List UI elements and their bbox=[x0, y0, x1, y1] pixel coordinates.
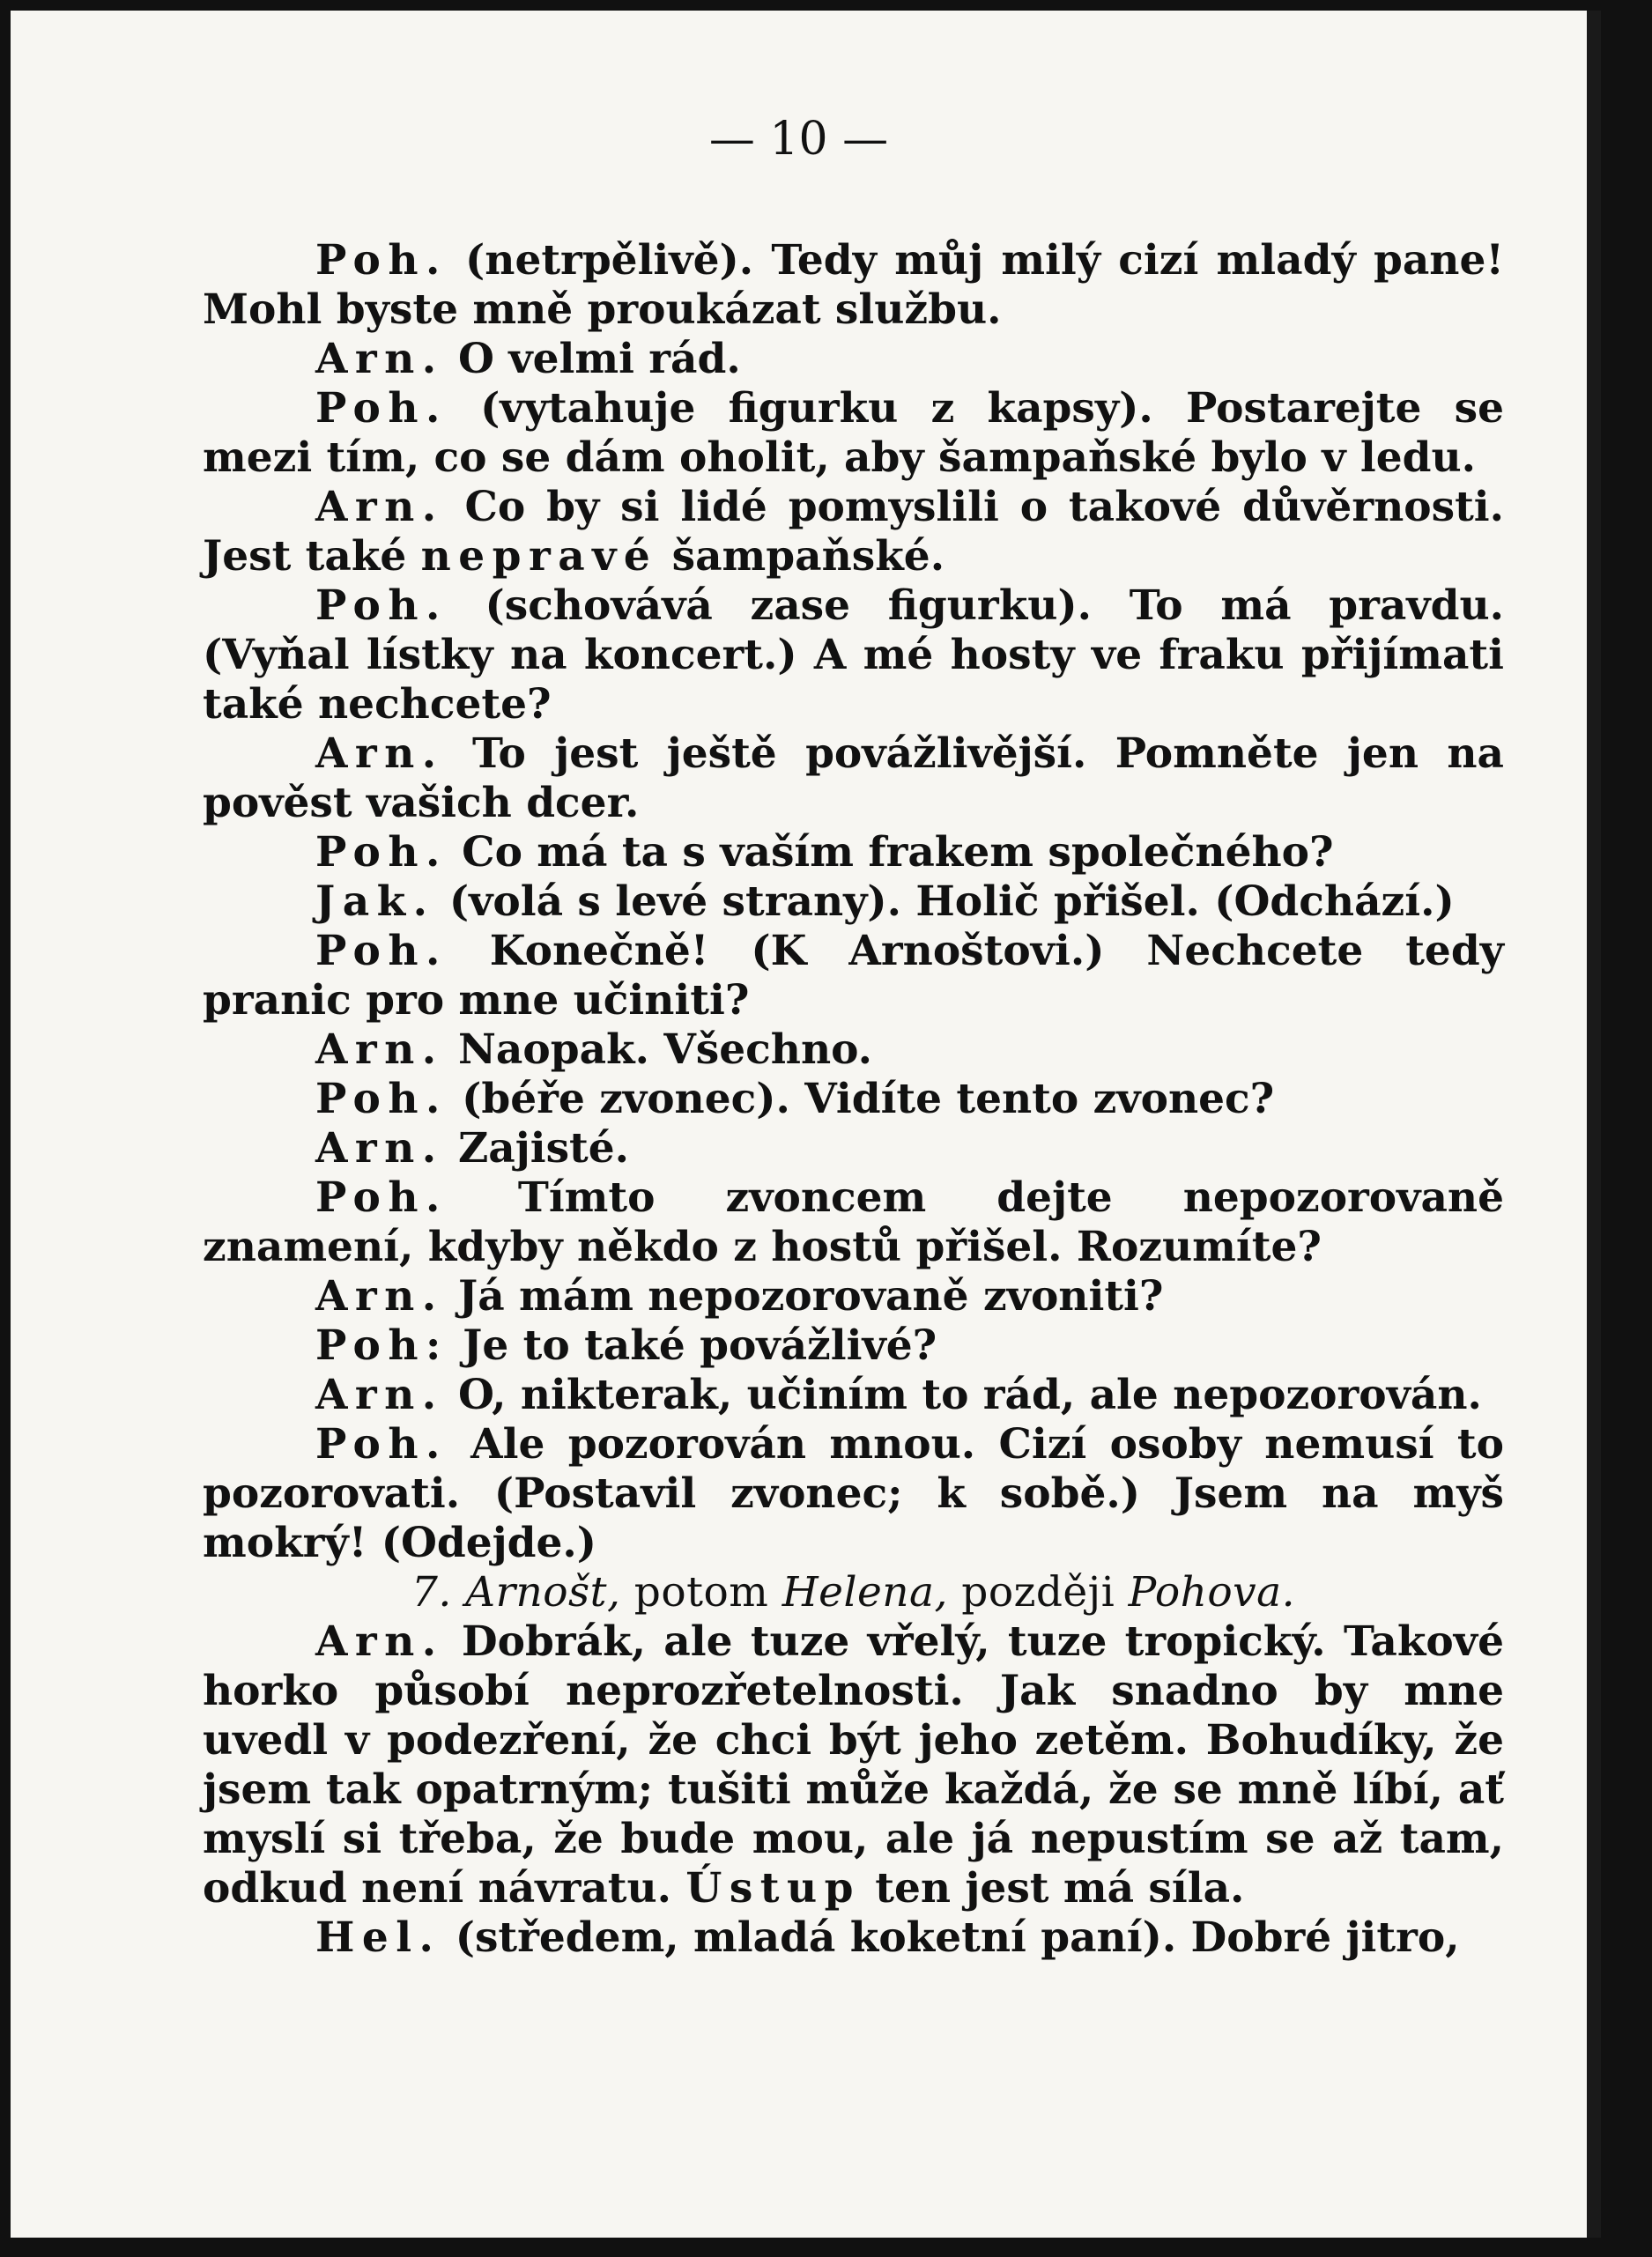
dialogue-line: Poh. Konečně! (K Arnoštovi.) Nechcete tedy pranic pro mne učiniti? bbox=[203, 927, 1504, 1025]
dialogue-line: Arn. Naopak. Všechno. bbox=[315, 1025, 873, 1074]
dialogue-line: Poh. (béře zvonec). Vidíte tento zvonec? bbox=[315, 1075, 1275, 1123]
speaker: Arn. bbox=[315, 1124, 444, 1173]
dialogue-line: Arn. Dobrák, ale tuze vřelý, tuze tropický. Takové horko působí neprozřetelnosti. Jak snadno by mne uvedl v podezření, že chci být jeho zetěm. Bohudíky, že jsem tak opatrným; tušiti může každá, že se mně líbí, ať myslí si třeba, že bude mou, ale já nepustím se až tam, odkud není návratu. Ústup ten jest má síla. bbox=[203, 1617, 1504, 1913]
scene-heading: 7. Arnošt, potom Helena, později Pohova. bbox=[411, 1568, 1296, 1617]
speaker: Poh. bbox=[315, 1075, 448, 1123]
dialogue-line: Arn. Co by si lidé pomyslili o takové důvěrnosti. Jest také nepravé šampaňské. bbox=[203, 483, 1504, 581]
speaker: Poh. bbox=[315, 236, 448, 285]
dialogue-line: Poh. Ale pozorován mnou. Cizí osoby nemusí to pozorovati. (Postavil zvonec; k sobě.) Jsem na myš mokrý! (Odejde.) bbox=[203, 1420, 1504, 1567]
speaker: Arn. bbox=[315, 1272, 444, 1321]
speaker: Poh: bbox=[315, 1321, 448, 1370]
speaker: Poh. bbox=[315, 927, 448, 975]
dialogue-line: Poh: Je to také povážlivé? bbox=[315, 1321, 937, 1370]
dialogue-line: Arn. To jest ještě povážlivější. Pomněte jen na pověst vašich dcer. bbox=[203, 729, 1504, 827]
character-name: Arnošt, bbox=[465, 1568, 621, 1617]
spaced-emphasis: Ústup bbox=[685, 1864, 861, 1913]
dialogue-line: Poh. Tímto zvoncem dejte nepozorovaně znamení, kdyby někdo z hostů přišel. Rozumíte? bbox=[203, 1173, 1504, 1271]
speaker: Poh. bbox=[315, 1173, 448, 1222]
speaker: Arn. bbox=[315, 1371, 444, 1419]
speaker: Arn. bbox=[315, 335, 444, 383]
book-page bbox=[11, 11, 1601, 2238]
speaker: Arn. bbox=[315, 483, 444, 531]
dialogue-line: Arn. O velmi rád. bbox=[315, 335, 741, 383]
dialogue-line: Poh. Co má ta s vaším frakem společného? bbox=[315, 828, 1334, 877]
speaker: Poh. bbox=[315, 581, 448, 630]
page-text bbox=[203, 236, 1504, 1963]
dialogue-line: Poh. (schovává zase figurku). To má pravdu. (Vyňal lístky na koncert.) A mé hosty ve fraku přijímati také nechcete? bbox=[203, 581, 1504, 729]
character-name: Helena, bbox=[782, 1568, 948, 1617]
dialogue-line: Arn. Zajisté. bbox=[315, 1124, 630, 1173]
speaker: Poh. bbox=[315, 1420, 448, 1469]
speaker: Hel. bbox=[315, 1913, 441, 1962]
dialogue-line: Hel. (středem, mladá koketní paní). Dobré jitro, bbox=[315, 1913, 1460, 1962]
speaker: Poh. bbox=[315, 384, 448, 433]
character-name: Pohova. bbox=[1128, 1568, 1296, 1617]
speaker: Poh. bbox=[315, 828, 448, 877]
speaker: Arn. bbox=[315, 1617, 444, 1666]
speaker: Arn. bbox=[315, 729, 444, 778]
dialogue-line: Jak. (volá s levé strany). Holič přišel. (Odchází.) bbox=[315, 877, 1455, 926]
page-number: — 10 — bbox=[708, 113, 889, 166]
spaced-emphasis: nepravé bbox=[420, 532, 658, 581]
speaker: Jak. bbox=[315, 877, 435, 926]
dialogue-line: Arn. Já mám nepozorovaně zvoniti? bbox=[315, 1272, 1164, 1321]
dialogue-line: Poh. (vytahuje figurku z kapsy). Postarejte se mezi tím, co se dám oholit, aby šampaňské bylo v ledu. bbox=[203, 384, 1504, 482]
dialogue-line: Poh. (netrpělivě). Tedy můj milý cizí mladý pane! Mohl byste mně proukázat službu. bbox=[203, 236, 1504, 334]
dialogue-line: Arn. O, nikterak, učiním to rád, ale nepozorován. bbox=[315, 1371, 1482, 1419]
speaker: Arn. bbox=[315, 1025, 444, 1074]
